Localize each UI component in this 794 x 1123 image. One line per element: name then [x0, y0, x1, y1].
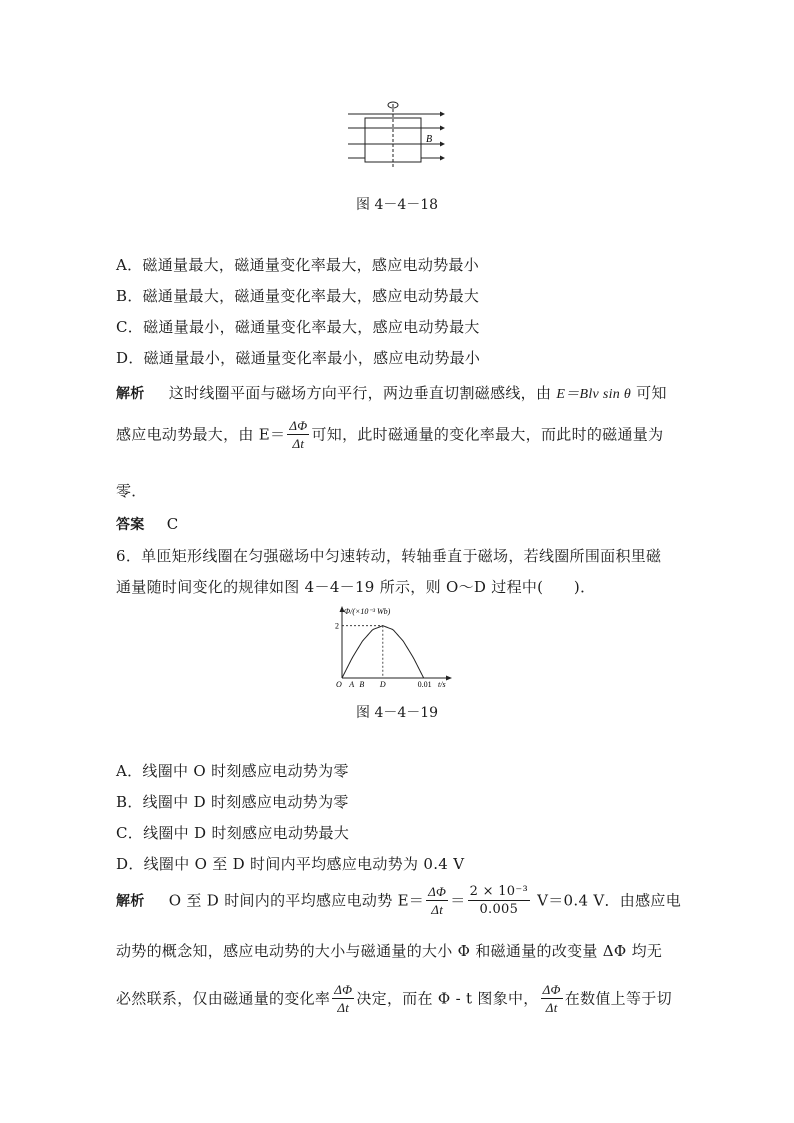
x-axis-arrow-icon	[446, 676, 452, 681]
q6-stem-line2: 通量随时间变化的规律如图 4－4－19 所示，则 O～D 过程中( )．	[116, 578, 596, 596]
y-axis-label: Φ/(×10⁻³ Wb)	[344, 607, 391, 616]
coil-figure	[340, 96, 450, 170]
q6-analysis-line2: 动势的概念知，感应电动势的大小与磁通量的大小 Φ 和磁通量的改变量 ΔΦ 均无	[116, 942, 663, 960]
field-label-b: B	[426, 134, 433, 145]
q6-option-d: D．线圈中 O 至 D 时间内平均感应电动势为 0.4 V	[116, 855, 465, 873]
q5-analysis-line1: 解析 这时线圈平面与磁场方向平行，两边垂直切割磁感线，由 E＝Blv sin θ 可知	[116, 384, 667, 402]
answer-label: 答案	[116, 517, 145, 533]
analysis-label: 解析	[116, 893, 145, 910]
q6-stem-line1: 6．单匝矩形线圈在匀强磁场中匀速转动，转轴垂直于磁场，若线圈所围面积里磁	[116, 547, 662, 565]
q5-option-a: A．磁通量最大，磁通量变化率最大，感应电动势最小	[116, 256, 480, 274]
q6-analysis-line1: 解析 O 至 D 时间内的平均感应电动势 E＝ $\frac{\Delta\Phi}{\Delta t}$ ＝ $\frac{\text{2 × 10⁻³}}{0.005}$ V＝0.4 V．由感应电	[116, 884, 681, 917]
x-tick-label: 0.01	[417, 680, 432, 688]
x-tick-label: O	[336, 680, 342, 688]
y-tick-label: 2	[335, 621, 339, 631]
answer-value: C	[166, 515, 179, 533]
analysis-label: 解析	[116, 386, 145, 402]
x-axis-label: t/s	[438, 680, 446, 688]
q5-analysis-line3: 零．	[116, 482, 147, 500]
x-tick-label: A	[349, 680, 355, 688]
fraction: $\frac{\Delta\Phi}{\Delta t}$	[289, 418, 308, 451]
fraction: $\frac{\Delta\Phi}{\Delta t}$	[542, 982, 561, 1015]
q5-option-c: C．磁通量最小，磁通量变化率最大，感应电动势最大	[116, 318, 480, 336]
x-tick-label: D	[379, 680, 386, 688]
flux-time-chart	[330, 604, 460, 688]
figure2-caption: 图 4－4－19	[356, 705, 439, 721]
q6-option-c: C．线圈中 D 时刻感应电动势最大	[116, 824, 350, 842]
fraction: $\frac{\Delta\Phi}{\Delta t}$	[428, 884, 447, 917]
q6-option-b: B．线圈中 D 时刻感应电动势为零	[116, 793, 349, 811]
q5-option-d: D．磁通量最小，磁通量变化率最小，感应电动势最小	[116, 349, 481, 367]
q6-analysis-line3: 必然联系，仅由磁通量的变化率 $\frac{\Delta\Phi}{\Delta t}$ 决定，而在 Φ - t 图象中， $\frac{\Delta\Phi}{\Delta t}$ 在数值上等于切	[116, 982, 672, 1015]
q5-answer	[116, 514, 179, 534]
q5-analysis-line2: 感应电动势最大，由 E＝ $\frac{\Delta\Phi}{\Delta t}$ 可知，此时磁通量的变化率最大，而此时的磁通量为	[116, 418, 664, 451]
figure1-caption: 图 4－4－18	[356, 197, 439, 213]
x-tick-label: B	[359, 680, 365, 688]
fraction: $\frac{\Delta\Phi}{\Delta t}$	[334, 982, 353, 1015]
q5-option-b: B．磁通量最大，磁通量变化率最大，感应电动势最大	[116, 287, 480, 305]
fraction: $\frac{\text{2 × 10⁻³}}{0.005}$	[469, 884, 529, 917]
q6-option-a: A．线圈中 O 时刻感应电动势为零	[116, 762, 349, 780]
